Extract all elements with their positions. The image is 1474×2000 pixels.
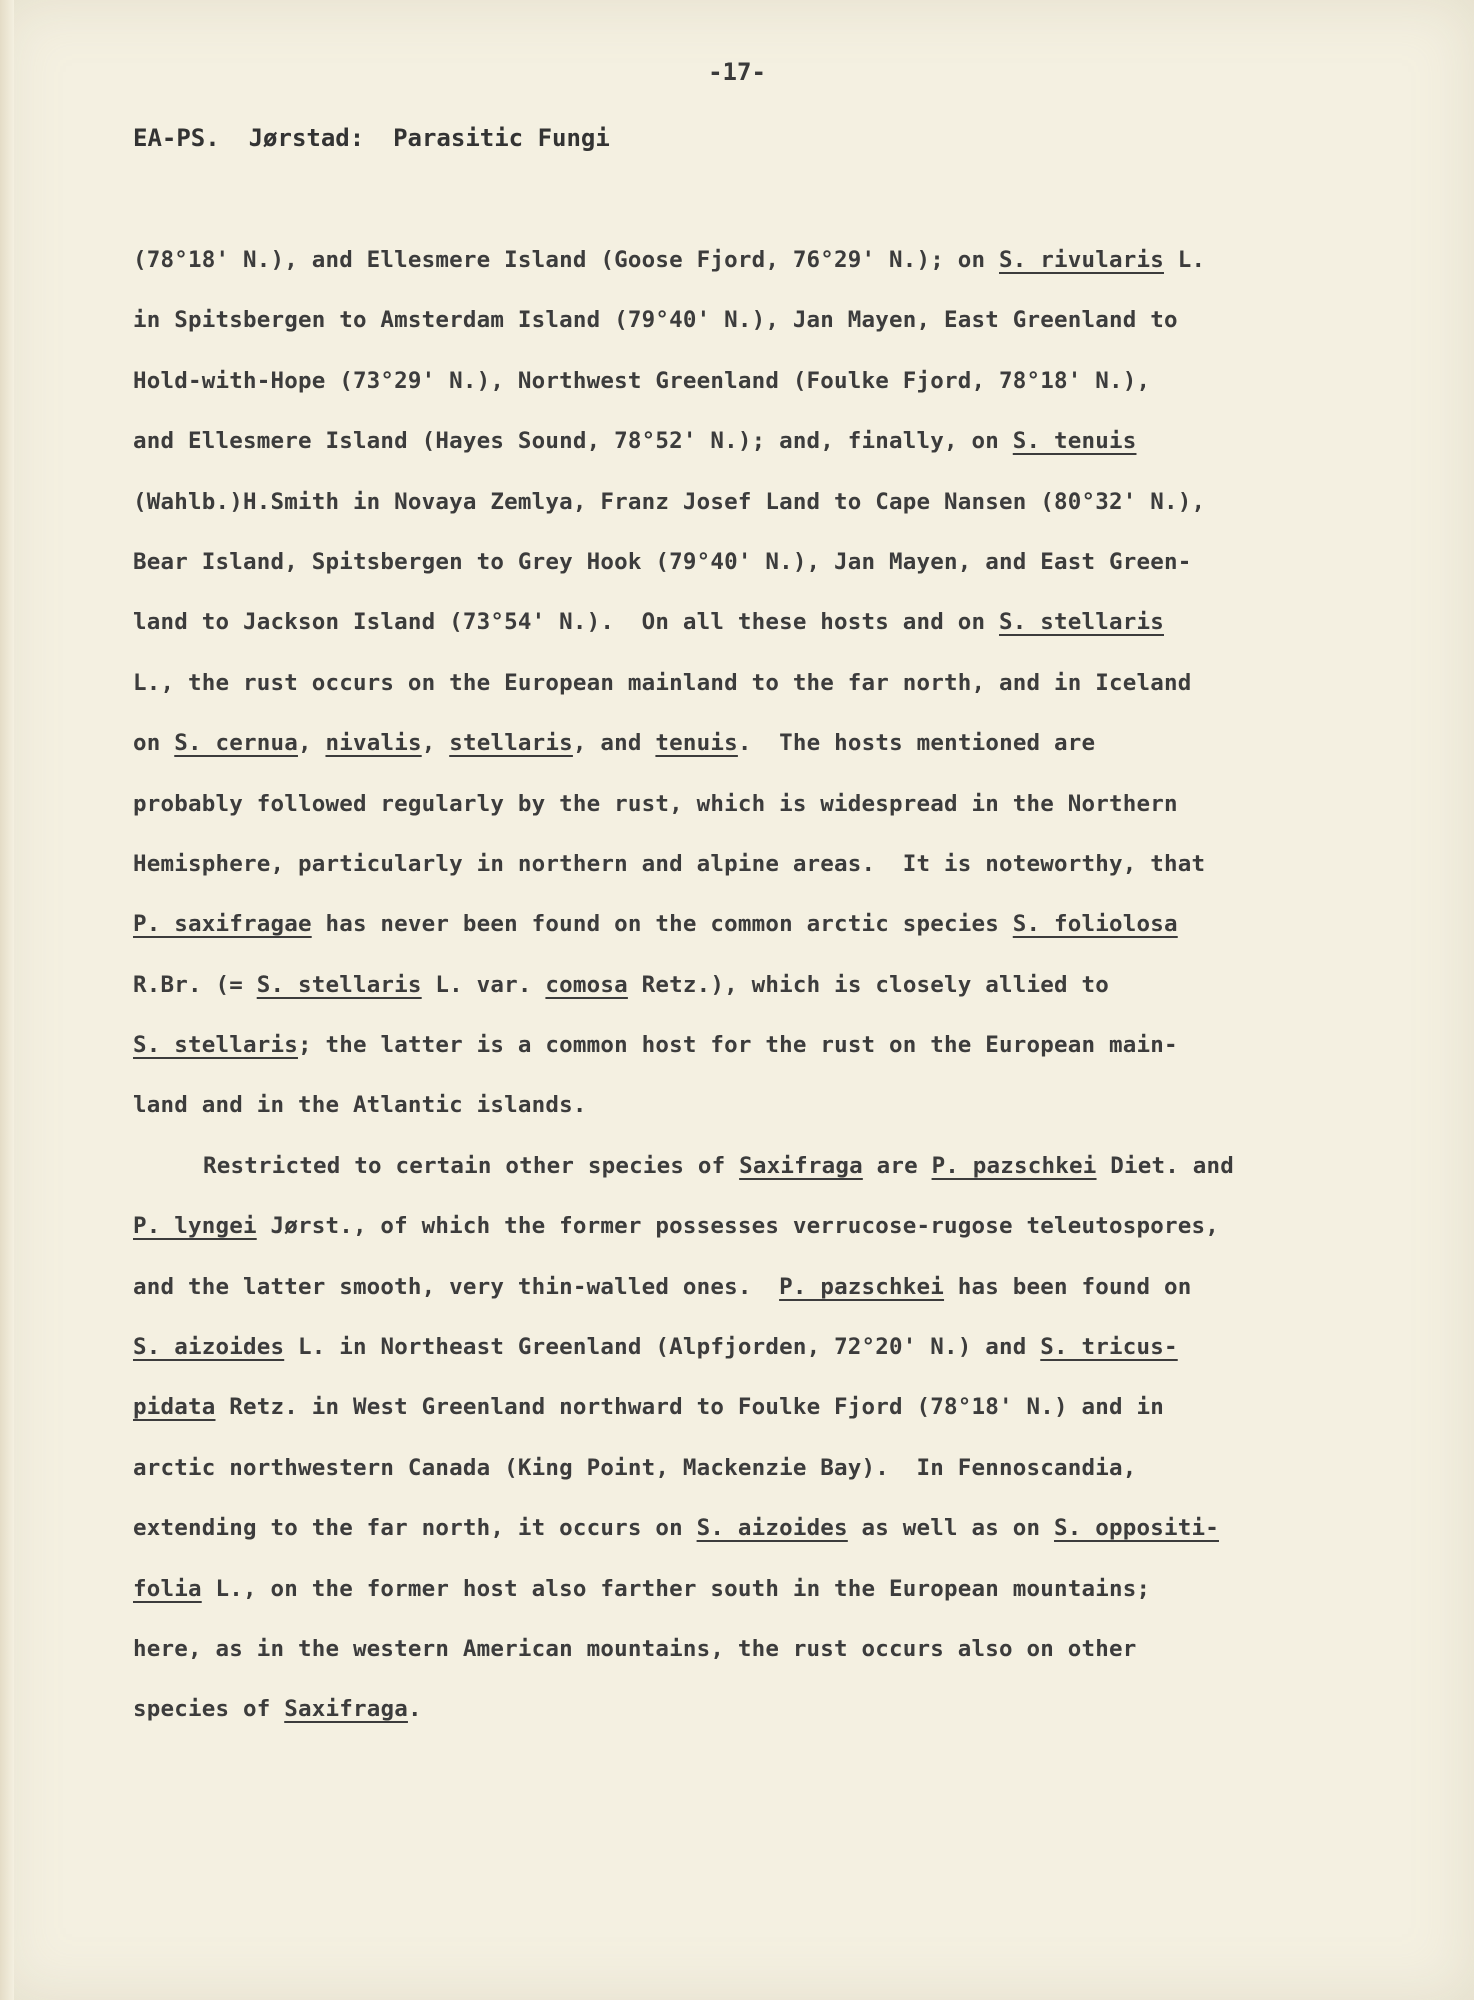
- text-line: [133, 1265, 1353, 1325]
- text-run: and Ellesmere Island (Hayes Sound, 78°52' N.); and, finally, on: [133, 428, 1013, 455]
- underlined-term: S. tricus-: [1040, 1334, 1178, 1361]
- text-run: Jørst., of which the former possesses verrucose-rugose teleutospores,: [256, 1213, 1219, 1240]
- text-line: [133, 540, 1353, 600]
- text-line: [133, 1687, 1353, 1747]
- text-run: . The hosts mentioned are: [737, 730, 1096, 757]
- text-run: arctic northwestern Canada (King Point, Mackenzie Bay). In Fennoscandia,: [133, 1454, 1137, 1481]
- body-text: [133, 238, 1353, 1748]
- text-line: [133, 1506, 1353, 1566]
- text-line: [133, 782, 1353, 842]
- underlined-term: stellaris: [449, 730, 573, 757]
- text-line: [133, 963, 1353, 1023]
- underlined-term: Saxifraga: [284, 1696, 408, 1723]
- underlined-term: S. rivularis: [999, 247, 1164, 273]
- text-line: [133, 842, 1353, 902]
- text-line: [133, 1385, 1353, 1445]
- underlined-term: S. aizoides: [696, 1515, 848, 1542]
- text-line: [133, 1144, 1353, 1204]
- text-run: ; the latter is a common host for the rust on the European main-: [297, 1032, 1178, 1059]
- text-run: land to Jackson Island (73°54' N.). On all these hosts and on: [133, 609, 1000, 636]
- text-run: land and in the Atlantic islands.: [133, 1092, 587, 1119]
- text-line: [133, 359, 1353, 419]
- underlined-term: nivalis: [325, 730, 422, 757]
- underlined-term: S. stellaris: [133, 1032, 298, 1059]
- text-run: Hold-with-Hope (73°29' N.), Northwest Greenland (Foulke Fjord, 78°18' N.),: [133, 367, 1151, 394]
- underlined-term: S. aizoides: [133, 1334, 285, 1361]
- text-run: L. var.: [421, 971, 546, 998]
- text-run: , and: [572, 730, 656, 757]
- text-run: extending to the far north, it occurs on: [133, 1515, 697, 1542]
- text-line: [133, 419, 1353, 479]
- text-run: R.Br. (=: [133, 971, 257, 998]
- underlined-term: pidata: [133, 1394, 216, 1421]
- text-line: [133, 1325, 1353, 1385]
- text-run: and the latter smooth, very thin-walled ones.: [133, 1273, 780, 1300]
- underlined-term: tenuis: [655, 730, 738, 757]
- text-line: [133, 1627, 1353, 1687]
- page-number: -17-: [708, 58, 766, 86]
- text-run: has never been found on the common arctic species: [311, 911, 1013, 938]
- underlined-term: S. stellaris: [256, 971, 422, 998]
- text-run: Diet. and: [1096, 1152, 1234, 1179]
- text-line: [133, 480, 1353, 540]
- page-edge: [0, 0, 14, 2000]
- text-line: [133, 600, 1353, 660]
- text-run: Retz. in West Greenland northward to Foulke Fjord (78°18' N.) and in: [215, 1394, 1164, 1421]
- text-line: [133, 661, 1353, 721]
- text-line: [133, 1083, 1353, 1143]
- text-line: [133, 1023, 1353, 1083]
- text-line: [133, 1567, 1353, 1627]
- text-line: [133, 1446, 1353, 1506]
- underlined-term: Saxifraga: [739, 1152, 863, 1179]
- text-run: .: [407, 1696, 422, 1723]
- text-line: [133, 298, 1353, 358]
- text-run: are: [862, 1152, 932, 1179]
- text-run: (Wahlb.)H.Smith in Novaya Zemlya, Franz Josef Land to Cape Nansen (80°32' N.),: [133, 488, 1206, 515]
- underlined-term: S. cernua: [174, 730, 298, 757]
- underlined-term: S. oppositi-: [1054, 1515, 1219, 1542]
- underlined-term: comosa: [545, 971, 628, 998]
- paragraph: [133, 238, 1353, 1144]
- text-run: L. in Northeast Greenland (Alpfjorden, 72°20' N.) and: [284, 1334, 1041, 1361]
- text-run: ,: [421, 730, 450, 757]
- text-run: L., the rust occurs on the European mainland to the far north, and in Iceland: [133, 669, 1192, 696]
- underlined-term: P. lyngei: [133, 1213, 257, 1240]
- paragraph: [133, 1144, 1353, 1748]
- underlined-term: S. stellaris: [999, 609, 1164, 636]
- underlined-term: P. pazschkei: [931, 1152, 1097, 1179]
- text-run: L.: [1163, 247, 1206, 273]
- text-run: L., on the former host also farther south in the European mountains;: [201, 1575, 1151, 1602]
- text-run: here, as in the western American mountains, the rust occurs also on other: [133, 1635, 1137, 1662]
- text-run: ,: [297, 730, 326, 757]
- text-run: (78°18' N.), and Ellesmere Island (Goose Fjord, 76°29' N.); on: [133, 247, 1000, 273]
- underlined-term: P. saxifragae: [133, 911, 312, 938]
- text-run: species of: [133, 1696, 285, 1723]
- text-run: probably followed regularly by the rust, which is widespread in the Northern: [133, 790, 1178, 817]
- text-run: Hemisphere, particularly in northern and alpine areas. It is noteworthy, that: [133, 850, 1206, 877]
- text-line: [133, 238, 1353, 298]
- underlined-term: S. foliolosa: [1012, 911, 1178, 938]
- text-run: Restricted to certain other species of: [203, 1152, 740, 1179]
- running-header: EA-PS. Jørstad: Parasitic Fungi: [133, 124, 610, 152]
- text-run: as well as on: [847, 1515, 1055, 1542]
- text-line: [133, 1204, 1353, 1264]
- underlined-term: folia: [133, 1575, 202, 1602]
- underlined-term: S. tenuis: [1012, 428, 1137, 455]
- text-run: Retz.), which is closely allied to: [627, 971, 1110, 998]
- text-line: [133, 721, 1353, 781]
- underlined-term: P. pazschkei: [779, 1273, 945, 1300]
- text-run: has been found on: [944, 1273, 1192, 1300]
- text-line: [133, 902, 1353, 962]
- text-run: in Spitsbergen to Amsterdam Island (79°40' N.), Jan Mayen, East Greenland to: [133, 307, 1178, 334]
- text-run: Bear Island, Spitsbergen to Grey Hook (79°40' N.), Jan Mayen, and East Green-: [133, 548, 1192, 575]
- text-run: on: [133, 730, 175, 757]
